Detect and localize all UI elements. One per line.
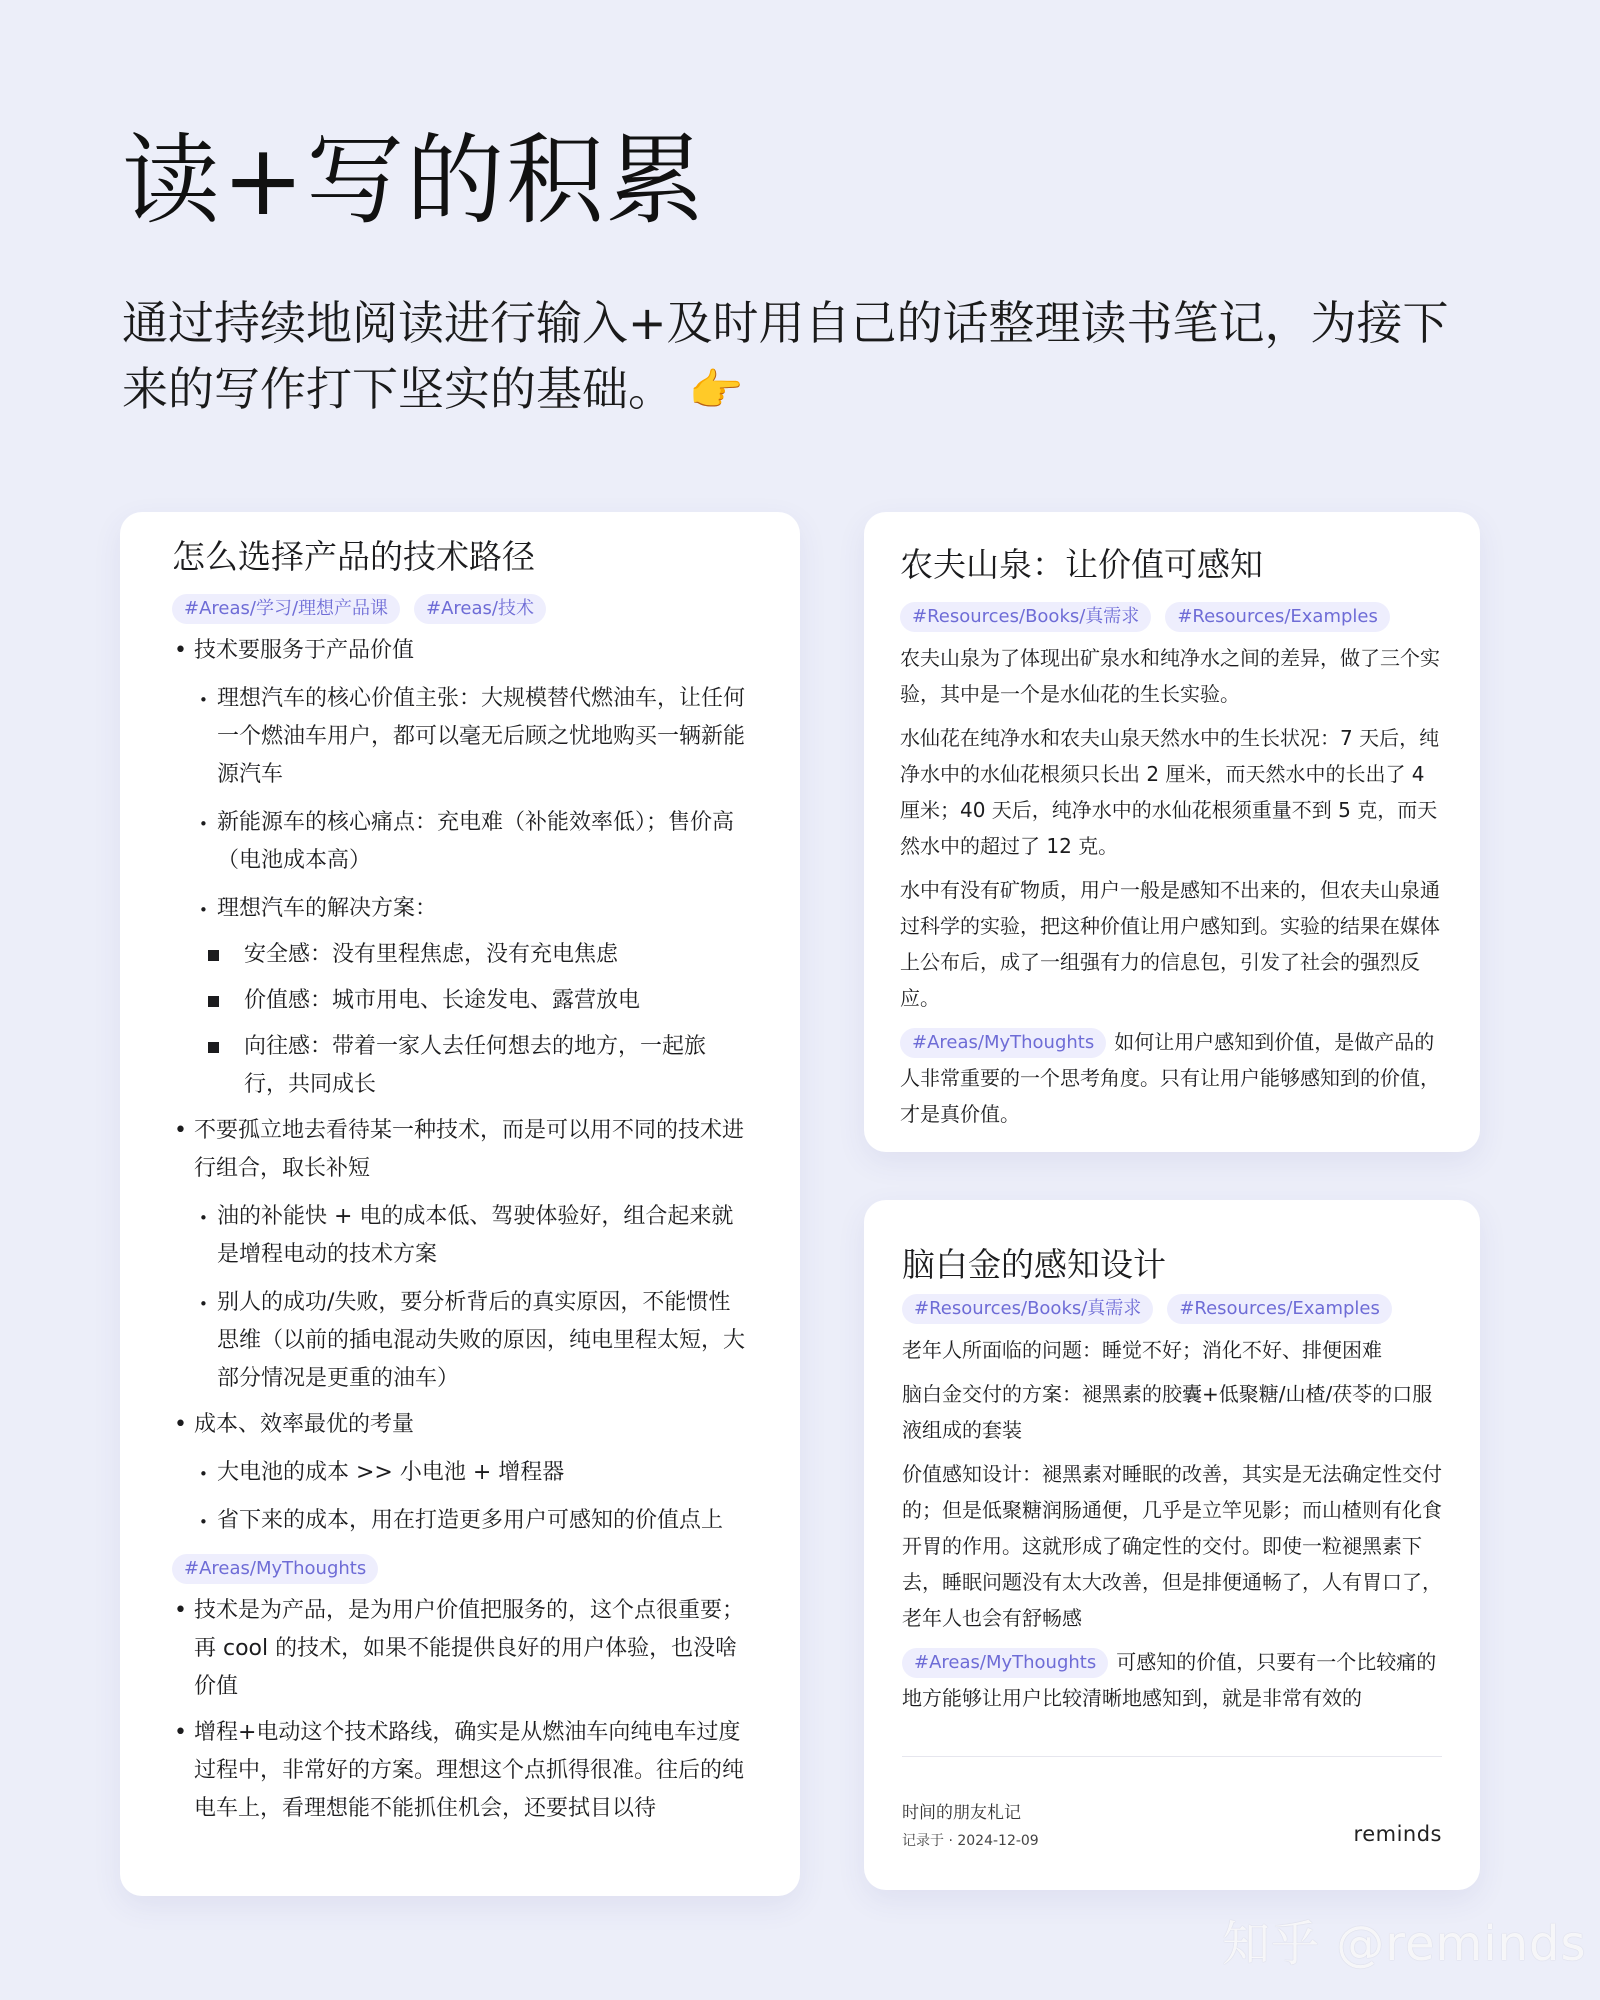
tag-link[interactable]: #Resources/Books/真需求 xyxy=(902,1294,1153,1324)
tag-link[interactable]: #Areas/MyThoughts xyxy=(172,1554,378,1584)
note-paragraph: 水中有没有矿物质，用户一般是感知不出来的，但农夫山泉通过科学的实验，把这种价值让用户感知到。实验的结果在媒体上公布后，成了一组强有力的信息包，引发了社会的强烈反应。 xyxy=(900,878,1440,1010)
list-item: • 理想汽车的解决方案： xyxy=(172,890,748,928)
list-item: • 理想汽车的核心价值主张：大规模替代燃油车，让任何一个燃油车用户，都可以毫无后顾之忧地购买一辆新能源汽车 xyxy=(172,680,748,794)
brand-logo: reminds xyxy=(1353,1822,1442,1846)
list-item: • 增程+电动这个技术路线，确实是从燃油车向纯电车过度过程中，非常好的方案。理想这个点抓得很准。往后的纯电车上，看理想能不能抓住机会，还要拭目以待 xyxy=(172,1714,748,1828)
list-item: • 别人的成功/失败，要分析背后的真实原因，不能惯性思维（以前的插电混动失败的原因，纯电里程太短，大部分情况是更重的油车） xyxy=(172,1284,748,1398)
list-item: • 不要孤立地去看待某一种技术，而是可以用不同的技术进行组合，取长补短 xyxy=(172,1112,748,1188)
thought-paragraph xyxy=(900,1024,1442,1132)
note-card-nongfu xyxy=(864,512,1480,1152)
note-paragraph: 老年人所面临的问题：睡觉不好；消化不好、排便困难 xyxy=(902,1338,1382,1362)
note-title: 脑白金的感知设计 xyxy=(902,1245,1166,1284)
note-tags xyxy=(902,1294,1442,1324)
note-card-tech-path xyxy=(120,512,800,1896)
note-paragraph: 脑白金交付的方案：褪黑素的胶囊+低聚糖/山楂/茯苓的口服液组成的套装 xyxy=(902,1382,1433,1442)
tag-link[interactable]: #Areas/MyThoughts xyxy=(900,1028,1106,1058)
thought-paragraph xyxy=(902,1644,1442,1716)
list-item: 向往感：带着一家人去任何想去的地方，一起旅行，共同成长 xyxy=(172,1028,748,1104)
list-item: • 成本、效率最优的考量 xyxy=(172,1406,748,1444)
note-paragraph: 农夫山泉为了体现出矿泉水和纯净水之间的差异，做了三个实验，其中是一个是水仙花的生长实验。 xyxy=(900,646,1440,706)
tag-link[interactable]: #Resources/Examples xyxy=(1165,602,1390,632)
thought-text: 可感知的价值，只要有一个比较痛的地方能够让用户比较清晰地感知到，就是非常有效的 xyxy=(902,1650,1437,1710)
list-item: • 大电池的成本 >> 小电池 + 增程器 xyxy=(172,1454,748,1492)
footer-date: 记录于 · 2024-12-09 xyxy=(902,1833,1039,1849)
list-item: • 技术是为产品，是为用户价值把服务的，这个点很重要；再 cool 的技术，如果不能提供良好的用户体验，也没啥价值 xyxy=(172,1592,748,1706)
watermark: 知乎 @reminds xyxy=(1222,1916,1587,1972)
tag-link[interactable]: #Areas/技术 xyxy=(414,594,546,624)
pointing-hand-icon: 👉 xyxy=(688,365,744,416)
note-tags xyxy=(900,602,1442,632)
footer-divider xyxy=(902,1756,1442,1757)
note-title: 农夫山泉：让价值可感知 xyxy=(900,545,1263,584)
note-paragraph: 价值感知设计：褪黑素对睡眠的改善，其实是无法确定性交付的；但是低聚糖润肠通便，几乎是立竿见影；而山楂则有化食开胃的作用。这就形成了确定性的交付。即使一粒褪黑素下去，睡眠问题没有太大改善，但是排便通畅了，人有胃口了，老年人也会有舒畅感 xyxy=(902,1462,1442,1630)
list-item: • 油的补能快 + 电的成本低、驾驶体验好，组合起来就是增程电动的技术方案 xyxy=(172,1198,748,1274)
note-tags xyxy=(172,594,748,624)
list-item: 价值感：城市用电、长途发电、露营放电 xyxy=(172,982,748,1020)
note-card-naobaijin xyxy=(864,1200,1480,1890)
list-item: • 新能源车的核心痛点：充电难（补能效率低）；售价高（电池成本高） xyxy=(172,804,748,880)
tag-link[interactable]: #Resources/Books/真需求 xyxy=(900,602,1151,632)
card-footer-info xyxy=(902,1800,1039,1852)
list-item: • 省下来的成本，用在打造更多用户可感知的价值点上 xyxy=(172,1502,748,1540)
page-subtitle xyxy=(122,290,1462,424)
footer-source-name: 时间的朋友札记 xyxy=(902,1803,1021,1823)
tag-link[interactable]: #Areas/MyThoughts xyxy=(902,1648,1108,1678)
note-paragraph: 水仙花在纯净水和农夫山泉天然水中的生长状况：7 天后，纯净水中的水仙花根须只长出 2 厘米，而天然水中的长出了 4 厘米；40 天后，纯净水中的水仙花根须重量不到 5 克，而天然水中的超过了 12 克。 xyxy=(900,726,1440,858)
note-title: 怎么选择产品的技术路径 xyxy=(172,537,535,576)
thought-text: 如何让用户感知到价值，是做产品的人非常重要的一个思考角度。只有让用户能够感知到的价值，才是真价值。 xyxy=(900,1030,1440,1126)
subtitle-text: 通过持续地阅读进行输入+及时用自己的话整理读书笔记，为接下来的写作打下坚实的基础。 xyxy=(122,296,1449,416)
list-item: • 技术要服务于产品价值 xyxy=(172,632,748,670)
tag-link[interactable]: #Resources/Examples xyxy=(1167,1294,1392,1324)
thoughts-tag-row xyxy=(172,1554,748,1584)
list-item: 安全感：没有里程焦虑，没有充电焦虑 xyxy=(172,936,748,974)
tag-link[interactable]: #Areas/学习/理想产品课 xyxy=(172,594,400,624)
page-title: 读+写的积累 xyxy=(122,124,707,238)
